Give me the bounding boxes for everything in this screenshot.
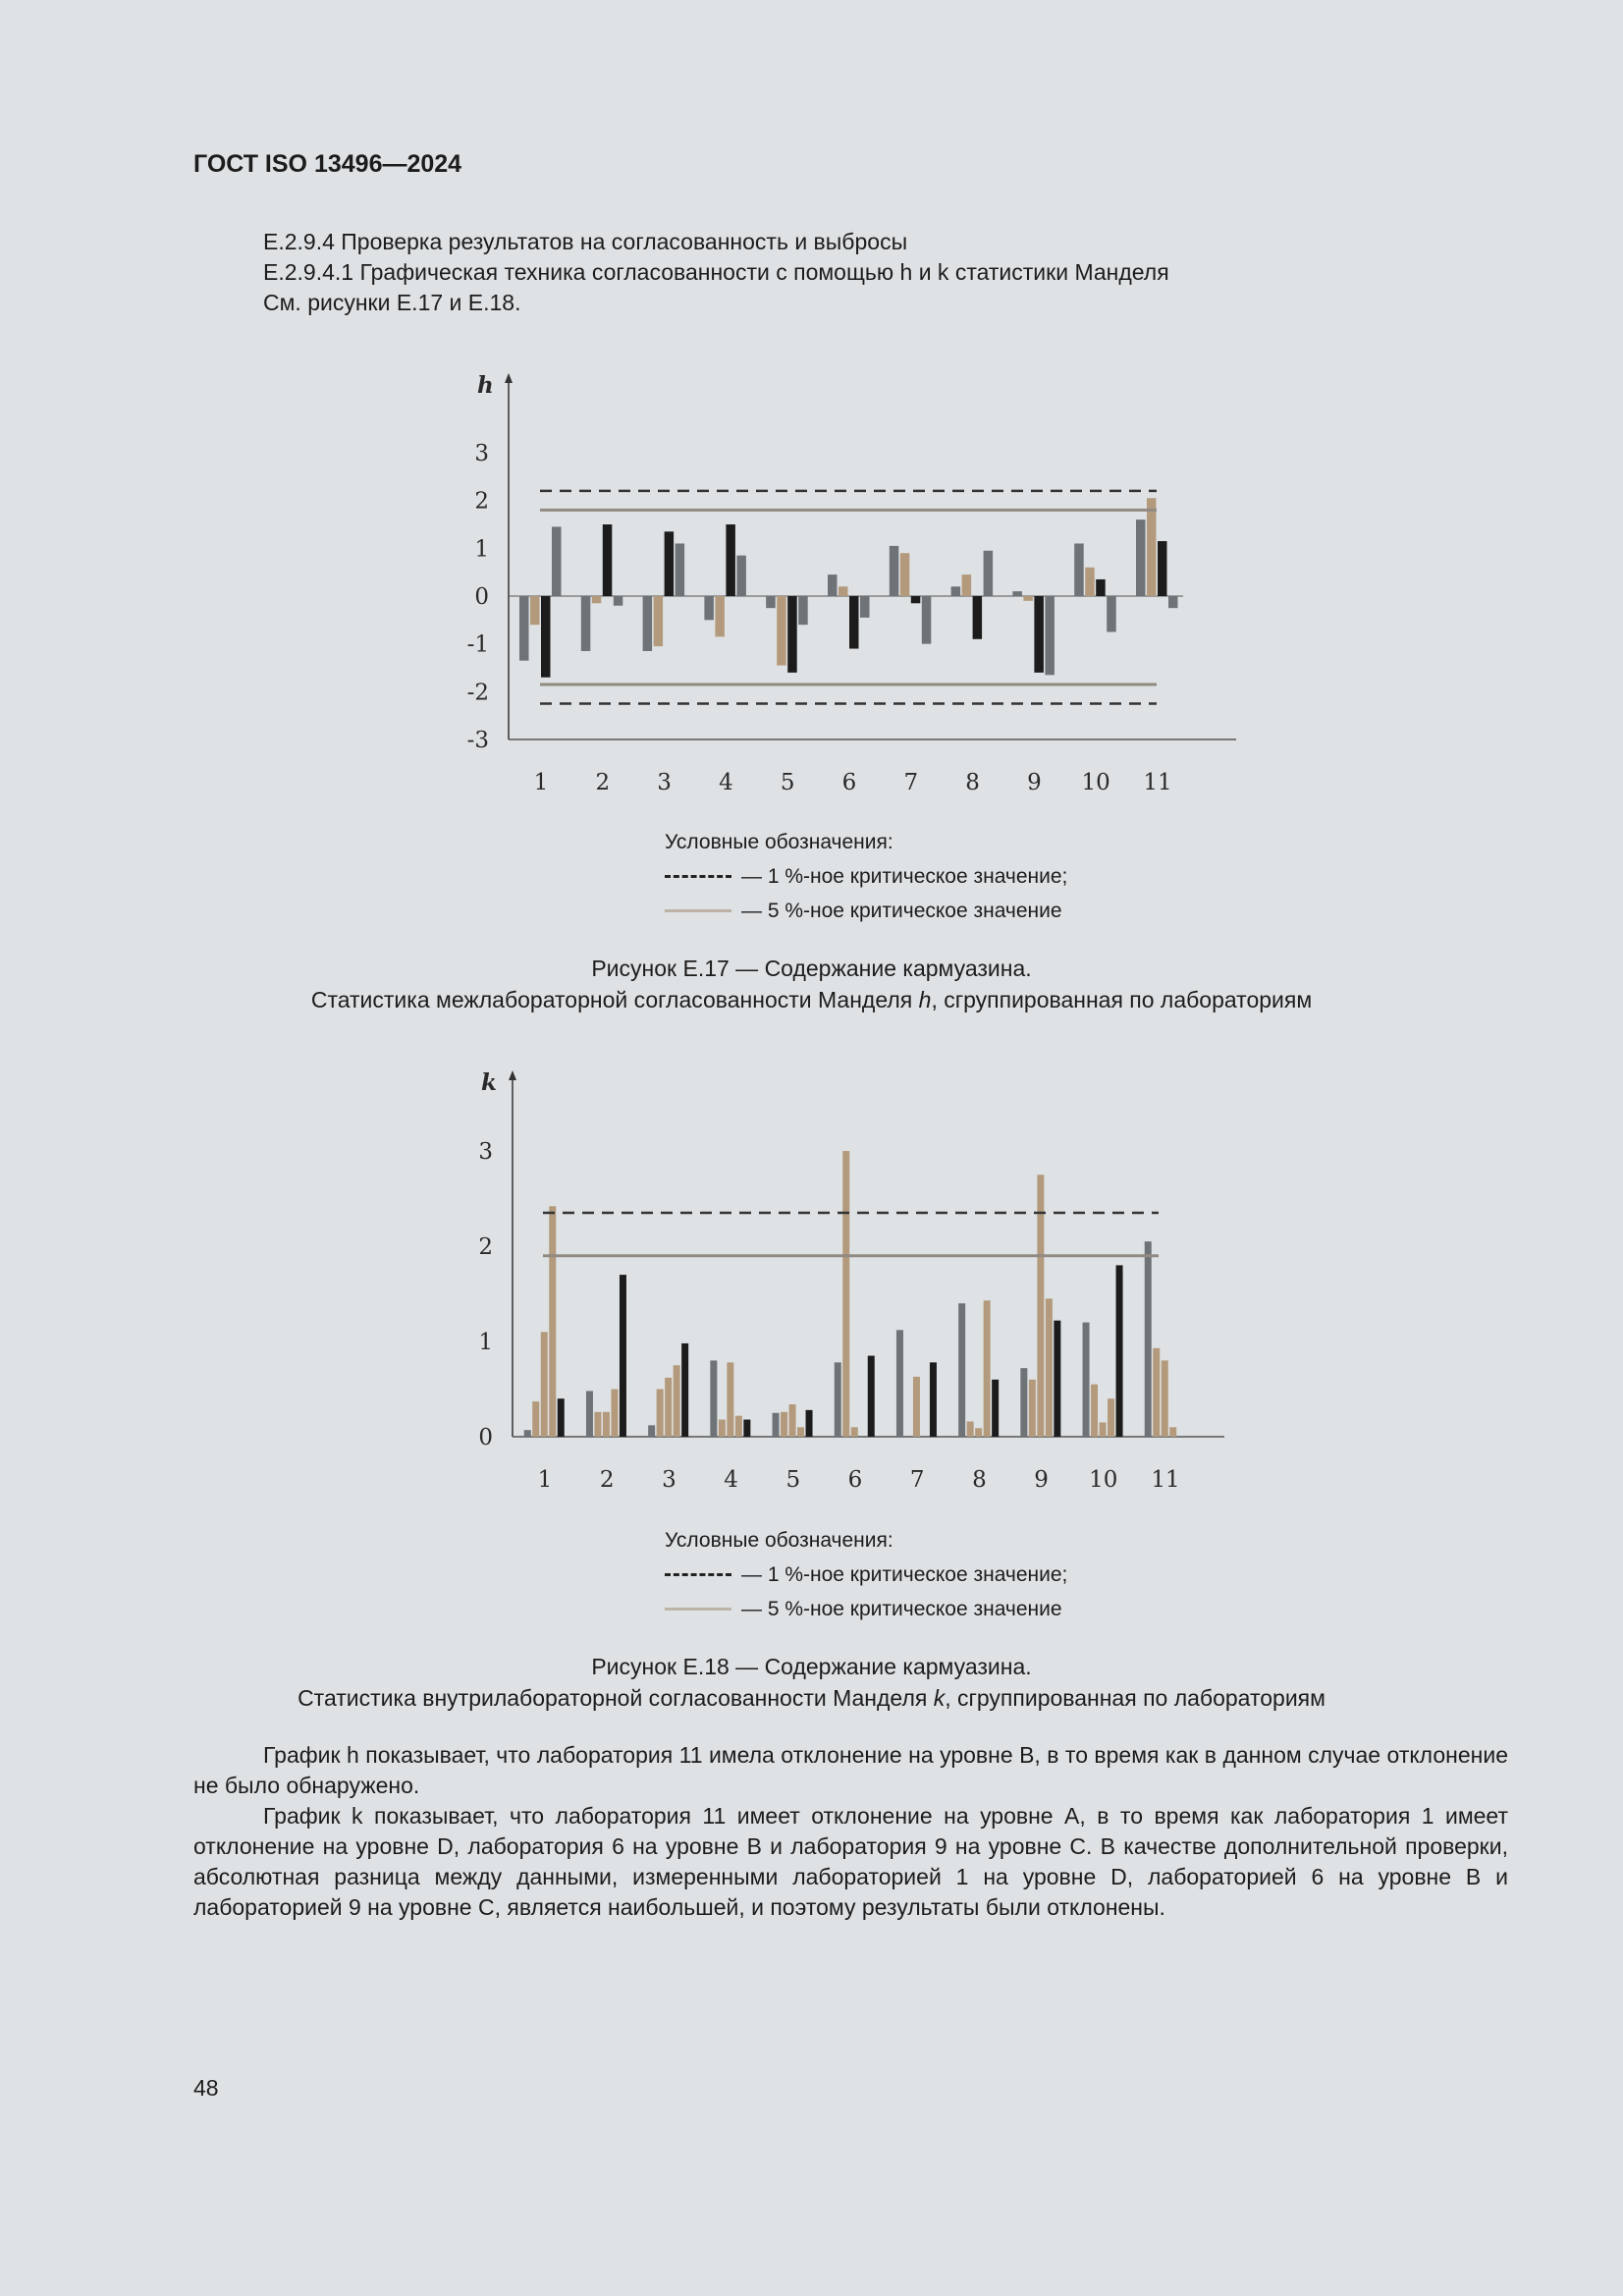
legend-label-5pct: — 5 %-ное критическое значение <box>741 1598 1062 1620</box>
bar <box>643 596 653 651</box>
bar <box>719 1420 726 1437</box>
y-tick-label: 3 <box>474 441 489 466</box>
bar <box>665 1378 672 1437</box>
bar <box>541 1332 548 1437</box>
y-tick-label: 2 <box>474 488 489 515</box>
bar <box>839 586 848 596</box>
bar <box>789 1404 796 1437</box>
bar <box>890 546 899 596</box>
x-tick-label: 2 <box>595 770 611 795</box>
paragraph-k: График k показывает, что лаборатория 11 имеет отклонение на уровне A, в то время как лаборатория 1 имеет отклонение на уровне D, лаборатория 6 на уровне B и лаборатория 9 на уровне C. В качестве дополнительной проверки, абсолютная разница между данными, измеренными лабораторией 1 на уровне D, лабораторией 6 на уровне B и лабораторией 9 на уровне C, является наибольшей, и поэтому результаты были отклонены. <box>193 1803 1508 1920</box>
y-axis-label: h <box>477 372 494 399</box>
legend-item-1pct <box>665 859 1067 894</box>
x-tick-label: 10 <box>1089 1467 1118 1493</box>
bar <box>962 574 972 596</box>
body-text <box>193 1740 1508 1923</box>
y-tick-label: 2 <box>478 1234 493 1260</box>
x-tick-label: 11 <box>1143 770 1172 795</box>
x-tick-label: 6 <box>841 770 857 795</box>
x-tick-label: 1 <box>533 770 549 795</box>
bar <box>1162 1360 1168 1437</box>
caption-subtitle <box>0 984 1623 1015</box>
x-tick-label: 8 <box>965 770 980 795</box>
bar <box>524 1430 531 1437</box>
caption-text: , сгруппированная по лабораториям <box>931 987 1313 1012</box>
y-tick-label: -2 <box>466 680 489 706</box>
bar <box>681 1343 688 1437</box>
bar <box>736 556 746 596</box>
bar <box>743 1420 750 1437</box>
bar <box>581 596 591 651</box>
bar <box>930 1362 937 1437</box>
bar <box>611 1390 618 1438</box>
figure-reference: См. рисунки Е.17 и Е.18. <box>263 290 521 315</box>
bar <box>1153 1348 1160 1437</box>
bar <box>1158 541 1167 596</box>
bar <box>1054 1321 1060 1437</box>
x-tick-label: 3 <box>662 1467 676 1493</box>
bar <box>674 1365 680 1437</box>
bar <box>798 596 808 625</box>
bar <box>1116 1265 1123 1437</box>
subsection-text: Е.2.9.4.1 Графическая техника согласованности с помощью h и k статистики Манделя <box>263 259 1169 285</box>
bar <box>620 1275 626 1437</box>
x-tick-label: 3 <box>657 770 672 795</box>
bar <box>603 524 613 596</box>
bar <box>835 1362 841 1437</box>
y-tick-label: 1 <box>474 536 489 563</box>
bar <box>530 596 540 625</box>
bar <box>603 1412 610 1437</box>
solid-line-swatch <box>665 1608 731 1611</box>
x-tick-label: 7 <box>909 1467 925 1493</box>
bar <box>1108 1398 1114 1437</box>
bar <box>828 574 838 596</box>
bar <box>1096 579 1106 596</box>
bar <box>654 596 664 646</box>
bar <box>1091 1385 1098 1437</box>
caption-text: Статистика внутрилабораторной согласованности Манделя <box>298 1685 934 1711</box>
bar <box>1012 591 1022 596</box>
x-tick-label: 4 <box>719 770 733 795</box>
bar <box>1023 596 1033 601</box>
dashed-line-swatch <box>665 1573 731 1576</box>
legend-label-5pct: — 5 %-ное критическое значение <box>741 900 1062 922</box>
bar <box>900 553 910 596</box>
document-header: ГОСТ ISO 13496—2024 <box>193 150 462 178</box>
x-tick-label: 5 <box>785 1467 801 1493</box>
bar <box>766 596 776 608</box>
bar <box>727 1362 733 1437</box>
bar <box>1045 596 1055 675</box>
bar <box>1100 1422 1107 1437</box>
y-tick-label: 1 <box>478 1330 493 1355</box>
bar <box>951 586 961 596</box>
bar <box>541 596 551 678</box>
bar <box>911 596 921 603</box>
bar <box>806 1410 813 1437</box>
bar <box>958 1303 965 1437</box>
legend-h <box>665 825 1067 928</box>
bar <box>860 596 870 618</box>
bar <box>657 1390 664 1438</box>
caption-title: Рисунок Е.17 — Содержание кармуазина. <box>591 956 1032 981</box>
bar <box>1169 1427 1176 1437</box>
x-tick-label: 9 <box>1027 770 1042 795</box>
bar <box>1147 498 1157 596</box>
paragraph-h: График h показывает, что лаборатория 11 имела отклонение на уровне B, в то время как в данном случае отклонение не было обнаружено. <box>193 1742 1508 1798</box>
chart-k <box>422 1063 1257 1504</box>
bar <box>1107 596 1116 632</box>
bar <box>594 1412 601 1437</box>
caption-text: Статистика межлабораторной согласованности Манделя <box>310 987 919 1012</box>
bar <box>1034 596 1044 673</box>
x-tick-label: 8 <box>972 1467 987 1493</box>
bar <box>549 1206 556 1437</box>
bar <box>896 1330 903 1437</box>
bar <box>777 596 786 666</box>
bar <box>1085 568 1095 596</box>
bar <box>797 1427 804 1437</box>
bar <box>519 596 529 661</box>
y-axis-label: k <box>481 1069 497 1096</box>
bar <box>773 1413 780 1437</box>
x-tick-label: 2 <box>599 1467 615 1493</box>
legend-title: Условные обозначения: <box>665 831 893 853</box>
subsection-heading <box>263 257 1169 288</box>
caption-subtitle <box>0 1682 1623 1714</box>
bar <box>648 1425 655 1437</box>
bar <box>1029 1380 1036 1437</box>
bar <box>558 1398 565 1437</box>
x-tick-label: 5 <box>780 770 795 795</box>
bar <box>592 596 602 603</box>
legend-title: Условные обозначения: <box>665 1529 893 1552</box>
solid-line-swatch <box>665 909 731 912</box>
bar <box>975 1428 982 1437</box>
bar <box>614 596 623 606</box>
bar <box>715 596 725 636</box>
bar <box>586 1391 593 1437</box>
x-tick-label: 6 <box>847 1467 863 1493</box>
bar <box>868 1356 875 1437</box>
y-tick-label: 3 <box>478 1139 493 1165</box>
legend-item-5pct <box>665 894 1067 928</box>
bar <box>1074 543 1084 596</box>
y-tick-label: -3 <box>466 728 489 753</box>
bar <box>735 1416 742 1437</box>
bar <box>984 1300 991 1437</box>
bar <box>1145 1241 1152 1437</box>
bar <box>851 1427 858 1437</box>
chart-h <box>422 365 1257 807</box>
bar <box>787 596 797 673</box>
page-number: 48 <box>193 2075 219 2101</box>
bar <box>726 524 735 596</box>
bar <box>842 1151 849 1437</box>
bar <box>1083 1323 1090 1437</box>
figure-17-caption <box>0 953 1623 1015</box>
bar <box>665 531 675 596</box>
x-tick-label: 11 <box>1151 1467 1180 1493</box>
dashed-line-swatch <box>665 875 731 878</box>
bar <box>922 596 932 644</box>
bar <box>532 1401 539 1437</box>
figure-18-caption <box>0 1651 1623 1714</box>
legend-label-1pct: — 1 %-ное критическое значение; <box>741 1563 1068 1586</box>
bar <box>1168 596 1178 608</box>
bar <box>552 526 562 596</box>
x-tick-label: 4 <box>724 1467 738 1493</box>
legend-label-1pct: — 1 %-ное критическое значение; <box>741 865 1068 888</box>
x-tick-label: 9 <box>1034 1467 1049 1493</box>
bar <box>1046 1298 1053 1437</box>
bar <box>992 1380 999 1437</box>
bar <box>849 596 859 649</box>
x-tick-label: 10 <box>1081 770 1110 795</box>
legend-item-5pct <box>665 1592 1067 1626</box>
legend-k <box>665 1523 1067 1626</box>
caption-title: Рисунок Е.18 — Содержание кармуазина. <box>591 1654 1032 1679</box>
bar <box>676 543 685 596</box>
y-tick-label: 0 <box>474 584 489 610</box>
y-axis-arrow <box>505 373 513 383</box>
x-tick-label: 7 <box>903 770 919 795</box>
bar <box>967 1421 974 1437</box>
bar <box>710 1360 717 1437</box>
section-heading: Е.2.9.4 Проверка результатов на согласованность и выбросы <box>263 229 908 254</box>
bar <box>984 551 994 596</box>
bar <box>973 596 983 639</box>
legend-item-1pct <box>665 1558 1067 1592</box>
y-tick-label: 0 <box>478 1425 493 1450</box>
caption-variable: k <box>933 1685 946 1711</box>
bar <box>781 1412 787 1437</box>
bar <box>704 596 714 620</box>
bar <box>1020 1368 1027 1437</box>
caption-text: , сгруппированная по лабораториям <box>945 1685 1325 1711</box>
bar <box>1136 519 1146 596</box>
bar <box>913 1377 920 1437</box>
y-axis-arrow <box>509 1070 516 1080</box>
caption-variable: h <box>918 987 932 1012</box>
y-tick-label: -1 <box>466 631 489 658</box>
x-tick-label: 1 <box>537 1467 553 1493</box>
